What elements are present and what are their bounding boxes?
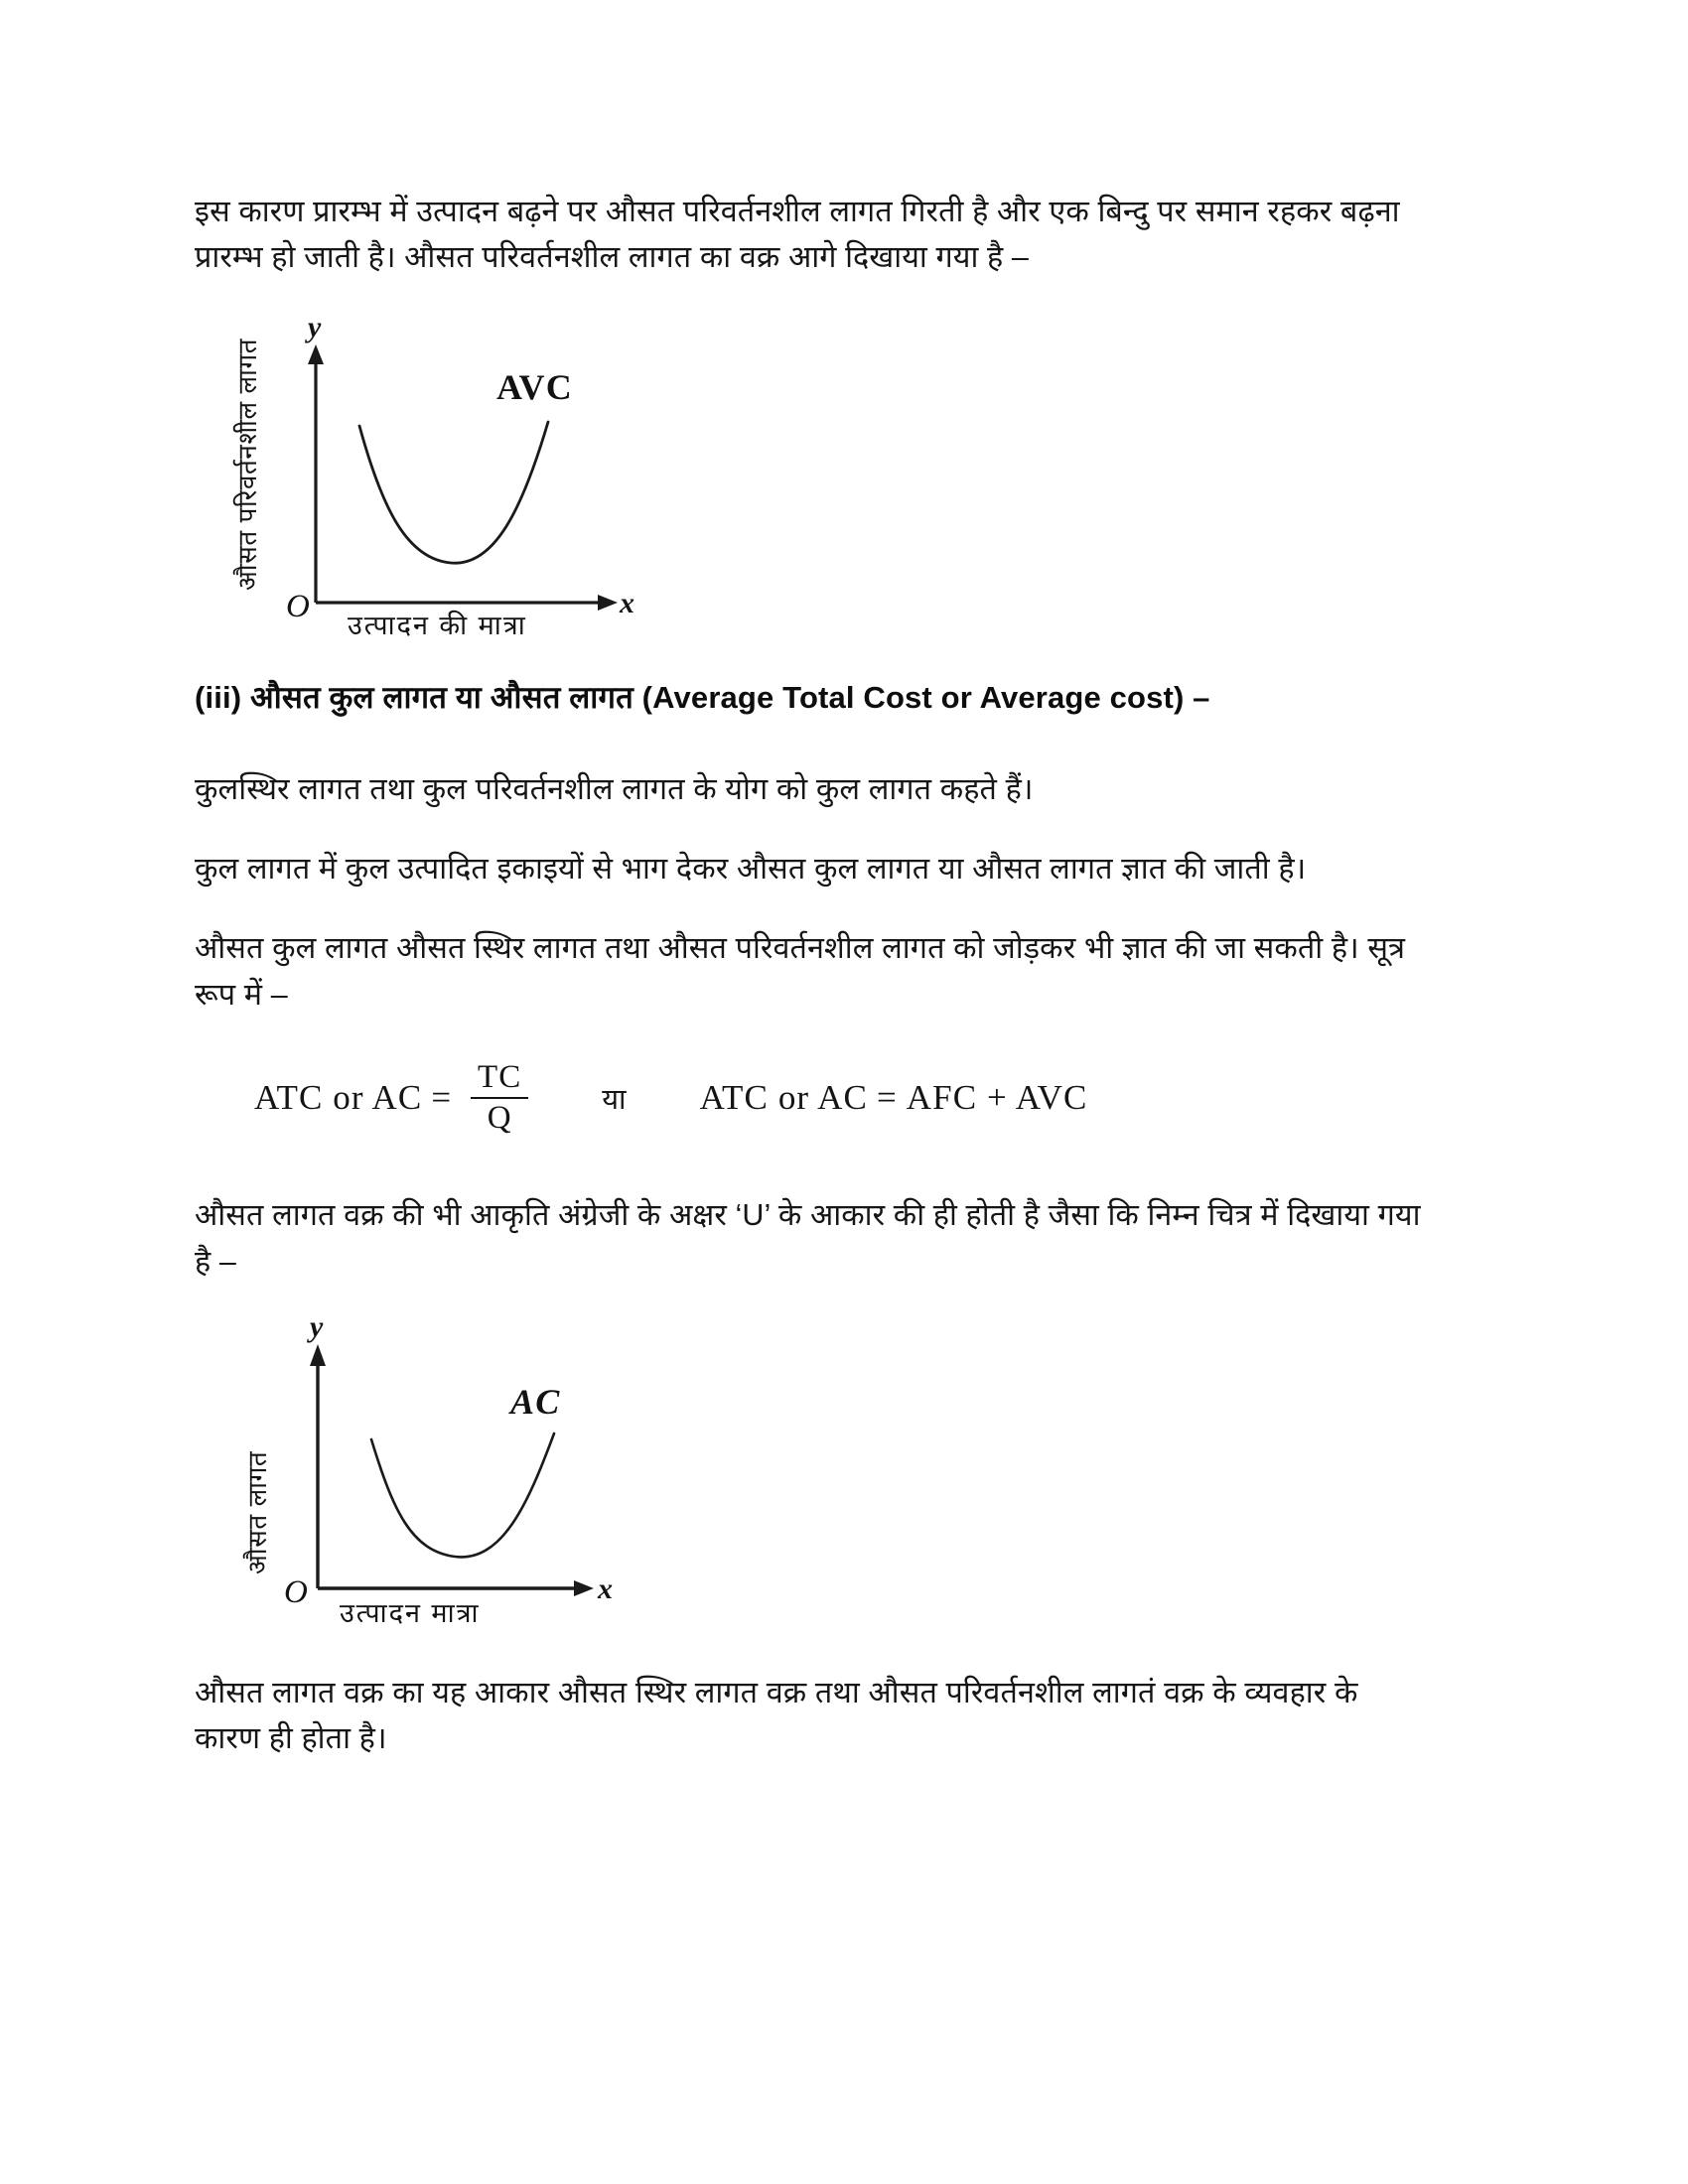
- avc-curve-path: [359, 422, 548, 563]
- paragraph-afc-plus-avc: औसत कुल लागत औसत स्थिर लागत तथा औसत परिवर्तनशील लागत को जोड़कर भी ज्ञात की जा सकती है। सूत्र रूप में –: [195, 931, 1406, 1012]
- paragraph-average-cost-derivation: कुल लागत में कुल उत्पादित इकाइयों से भाग देकर औसत कुल लागत या औसत लागत ज्ञात की जाती है।: [195, 852, 1307, 887]
- formula-right-rhs: AFC + AVC: [906, 1078, 1088, 1118]
- figure-avc-curve: [209, 315, 1430, 642]
- paragraph-total-cost-definition: कुलस्थिर लागत तथा कुल परिवर्तनशील लागत के योग को कुल लागत कहते हैं।: [195, 771, 1034, 806]
- ac-curve-label: AC: [510, 1382, 561, 1423]
- paragraph-u-shape-explanation: औसत लागत वक्र की भी आकृति अंग्रेजी के अक्षर ‘U’ के आकार की ही होती है जैसा कि निम्न चित्र में दिखाया गया है –: [195, 1198, 1421, 1279]
- avc-y-axis: [308, 344, 324, 603]
- avc-origin-label: O: [286, 588, 310, 624]
- ac-curve-path: [371, 1433, 554, 1557]
- formula-left-lhs: ATC or AC: [254, 1078, 423, 1118]
- paragraph-closing: औसत लागत वक्र का यह आकार औसत स्थिर लागत वक्र तथा औसत परिवर्तनशील लागतं वक्र के व्यवहार के कारण ही होता है।: [195, 1676, 1358, 1756]
- formula-left-equals: =: [431, 1078, 453, 1118]
- ac-y-axis-tip-label: y: [310, 1318, 324, 1344]
- formula-numerator: TC: [478, 1059, 522, 1096]
- formula-atc-tc-over-q: [254, 1061, 528, 1135]
- ac-x-axis-title: उत्पादन मात्रा: [340, 1598, 481, 1629]
- formula-conjunction: या: [602, 1083, 627, 1116]
- intro-paragraph: इस कारण प्रारम्भ में उत्पादन बढ़ने पर औसत परिवर्तनशील लागत गिरती है और एक बिन्दु पर समान रहकर बढ़ना प्रारम्भ हो जाती है। औसत परिवर्तनशील लागत का वक्र आगे दिखाया गया है –: [195, 195, 1400, 275]
- avc-chart-svg: [209, 315, 635, 642]
- avc-y-axis-title: औसत परिवर्तनशील लागत: [232, 338, 262, 591]
- ac-y-axis: [310, 1344, 326, 1588]
- formula-fraction: [471, 1061, 528, 1135]
- ac-y-axis-title: औसत लागत: [242, 1450, 272, 1575]
- formula-right-lhs: ATC or AC: [699, 1078, 868, 1118]
- formula-right-equals: =: [876, 1078, 898, 1118]
- avc-x-axis-title: उत्पादन की मात्रा: [348, 610, 527, 640]
- formula-denominator: Q: [487, 1099, 512, 1136]
- avc-x-axis: [316, 595, 618, 611]
- formula-block: [254, 1061, 1430, 1135]
- section-heading: (iii) औसत कुल लागत या औसत लागत (Average Total Cost or Average cost) –: [195, 679, 1210, 715]
- ac-origin-label: O: [284, 1574, 308, 1611]
- avc-y-axis-tip-label: y: [308, 314, 322, 343]
- avc-curve-label: AVC: [496, 366, 573, 407]
- ac-x-axis: [318, 1580, 594, 1596]
- ac-chart-svg: [209, 1318, 635, 1636]
- formula-atc-afc-plus-avc: [700, 1078, 1088, 1118]
- figure-ac-curve: [209, 1318, 1430, 1636]
- avc-x-axis-tip-label: x: [620, 586, 634, 619]
- ac-x-axis-tip-label: x: [598, 1572, 613, 1606]
